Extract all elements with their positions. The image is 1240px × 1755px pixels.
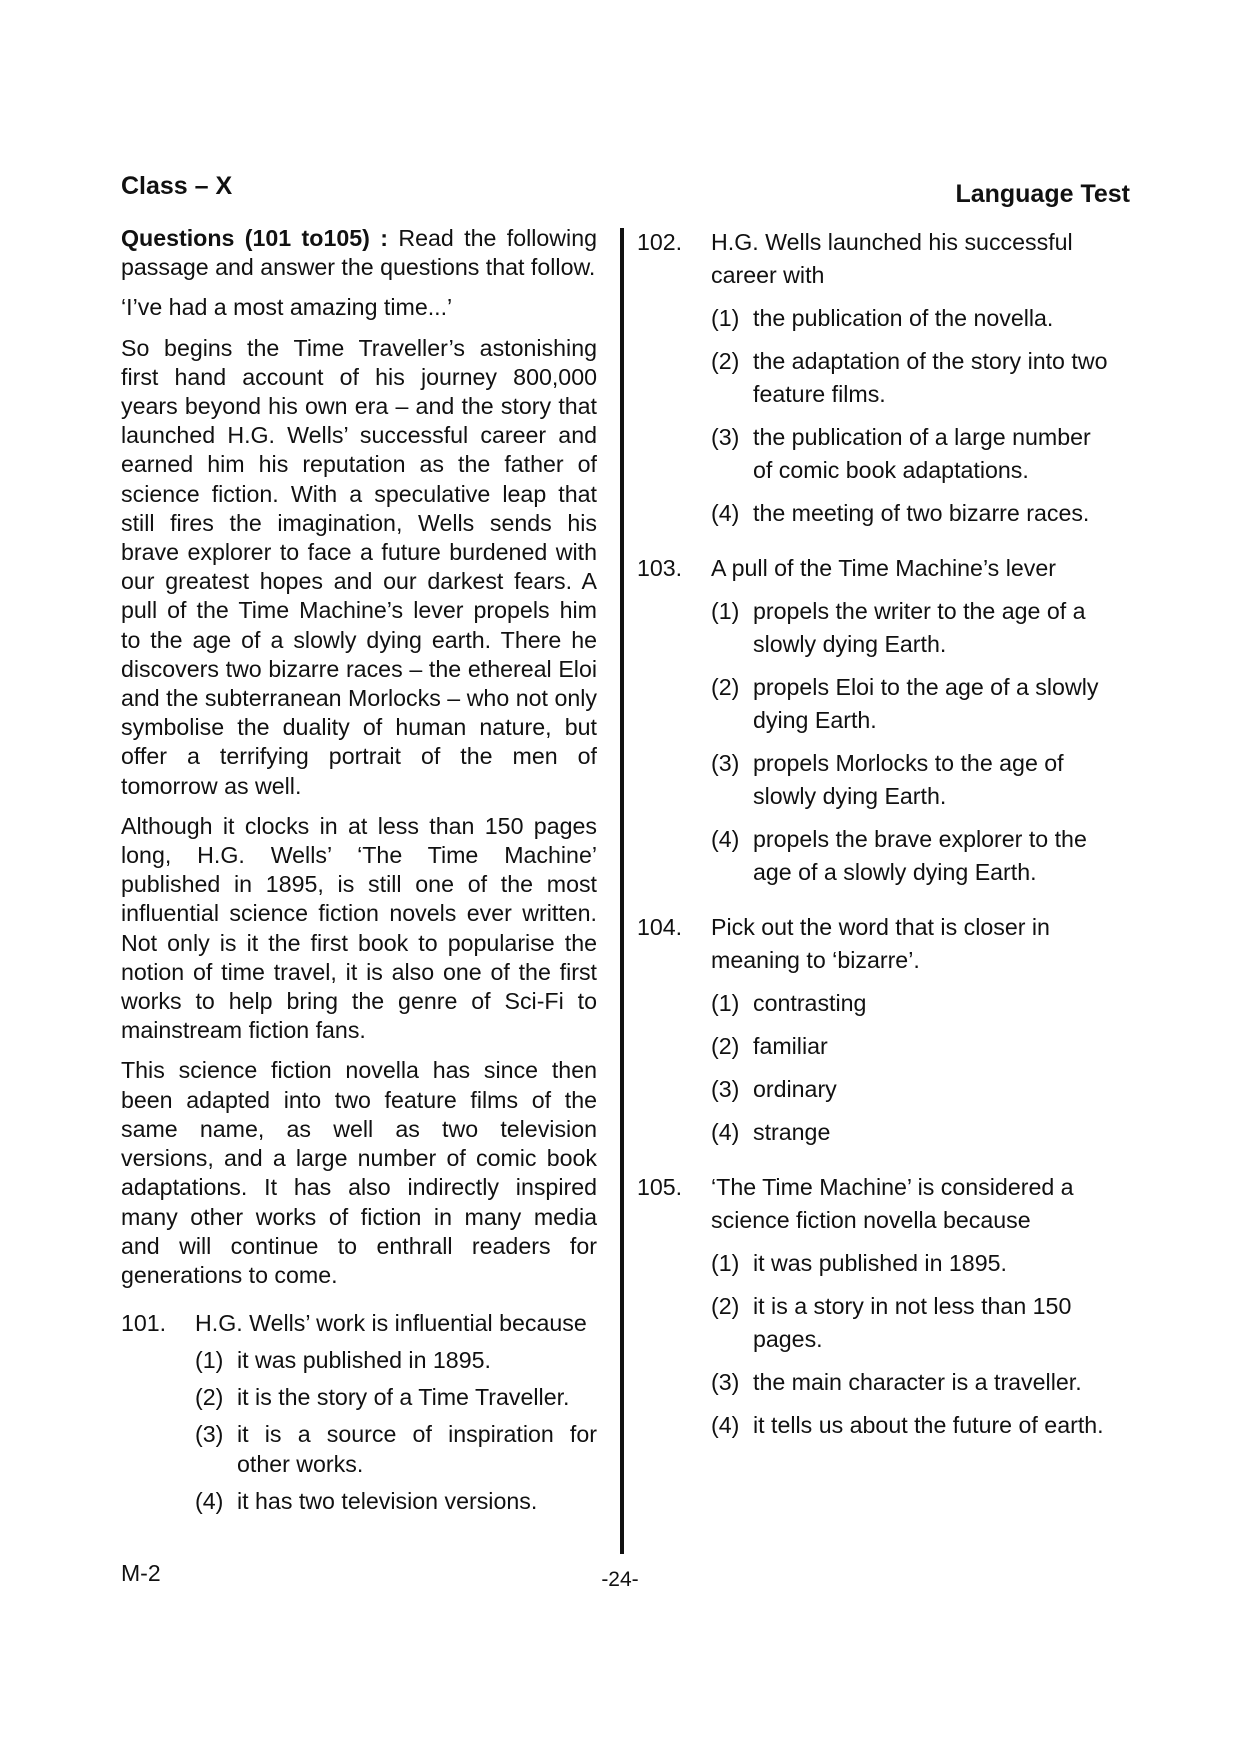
passage-para-3: This science fiction novella has since then been adapted into two feature films of the same name, as well as two television versions, and a large number of comic book adaptations. It has also indirectly inspired many other works of fiction in many media and will continue to enthrall readers for generations to come.: [121, 1057, 597, 1288]
option-text: it is the story of a Time Traveller.: [237, 1384, 570, 1411]
option-number: (1): [711, 990, 740, 1016]
class-label: Class – X: [121, 172, 233, 200]
question-number: 105.: [637, 1174, 683, 1200]
question-stem: ‘The Time Machine’ is considered a science fiction novella because: [711, 1174, 1074, 1233]
question-number: 101.: [121, 1310, 167, 1337]
question-104: [637, 911, 1112, 1149]
question-stem: A pull of the Time Machine’s lever: [711, 555, 1056, 581]
question-stem: H.G. Wells launched his successful career with: [711, 229, 1073, 288]
option: [637, 497, 1112, 530]
test-label: Language Test: [955, 180, 1130, 208]
option-number: (2): [711, 1033, 740, 1059]
option-number: (1): [711, 598, 740, 624]
column-divider: [620, 228, 624, 1554]
option-text: it has two television versions.: [237, 1488, 538, 1515]
option-text: familiar: [753, 1033, 828, 1059]
option-text: it is a story in not less than 150 pages.: [753, 1293, 1072, 1352]
option: [637, 987, 1112, 1020]
passage-quote: ‘I’ve had a most amazing time...’: [121, 294, 453, 321]
option: [121, 1486, 597, 1516]
option-text: propels the brave explorer to the age of a slowly dying Earth.: [753, 826, 1087, 885]
option-number: (1): [195, 1347, 224, 1374]
option-number: (1): [711, 305, 740, 331]
option: [637, 1247, 1112, 1280]
option-number: (4): [711, 500, 740, 526]
question-103: [637, 552, 1112, 889]
option-text: propels Eloi to the age of a slowly dying Earth.: [753, 674, 1099, 733]
option-text: propels the writer to the age of a slowly dying Earth.: [753, 598, 1086, 657]
option-number: (2): [195, 1384, 224, 1411]
option-number: (2): [711, 1293, 740, 1319]
option-text: strange: [753, 1119, 831, 1145]
intro-bold: Questions (101 to105) :: [121, 225, 388, 251]
option: [637, 421, 1112, 487]
option-number: (2): [711, 348, 740, 374]
option-text: ordinary: [753, 1076, 837, 1102]
option-number: (3): [711, 424, 740, 450]
passage-intro: [121, 224, 597, 282]
page-number: -24-: [601, 1568, 639, 1591]
option: [637, 1290, 1112, 1356]
question-number: 103.: [637, 555, 683, 581]
option-number: (4): [711, 1412, 740, 1438]
option-number: (4): [195, 1488, 224, 1515]
option: [637, 671, 1112, 737]
option-text: the main character is a traveller.: [753, 1369, 1082, 1395]
option-text: it tells us about the future of earth.: [753, 1412, 1104, 1438]
question-number: 104.: [637, 914, 683, 940]
option: [637, 1116, 1112, 1149]
passage-para-1: So begins the Time Traveller’s astonishing first hand account of his journey 800,000 years beyond his own era – and the story that launched H.G. Wells’ successful career and earned him his reputation as the father of science fiction. With a speculative leap that still fires the imagination, Wells sends his brave explorer to face a future burdened with our greatest hopes and our darkest fears. A pull of the Time Machine’s lever propels him to the age of a slowly dying earth. There he discovers two bizarre races – the ethereal Eloi and the subterranean Morlocks – who not only symbolise the duality of human nature, but offer a terrifying portrait of the men of tomorrow as well.: [121, 334, 597, 799]
question-number: 102.: [637, 229, 683, 255]
option: [637, 302, 1112, 335]
option-number: (3): [711, 750, 740, 776]
option-number: (3): [711, 1369, 740, 1395]
option: [121, 1419, 597, 1479]
option-text: the publication of the novella.: [753, 305, 1054, 331]
option: [637, 1030, 1112, 1063]
option-text: propels Morlocks to the age of slowly dying Earth.: [753, 750, 1064, 809]
page-number-wrapper: [0, 1568, 1240, 1592]
option-text: it was published in 1895.: [753, 1250, 1007, 1276]
option: [637, 1366, 1112, 1399]
paper-code: M-2: [121, 1560, 161, 1586]
option-number: (1): [711, 1250, 740, 1276]
option-number: (4): [711, 826, 740, 852]
option-text: the meeting of two bizarre races.: [753, 500, 1090, 526]
option: [637, 823, 1112, 889]
question-102: [637, 226, 1112, 530]
question-stem: H.G. Wells’ work is influential because: [195, 1310, 587, 1337]
question-stem: Pick out the word that is closer in meaning to ‘bizarre’.: [711, 914, 1050, 973]
option-number: (4): [711, 1119, 740, 1145]
option: [637, 595, 1112, 661]
left-column: [121, 224, 597, 1523]
option-number: (3): [711, 1076, 740, 1102]
option: [637, 345, 1112, 411]
option-text: the publication of a large number of comic book adaptations.: [753, 424, 1091, 483]
question-105: [637, 1171, 1112, 1442]
option-text: it is a source of inspiration for other works.: [237, 1421, 597, 1478]
intro-rest: Read the following passage and answer the questions that follow.: [121, 225, 597, 281]
option-text: contrasting: [753, 990, 867, 1016]
option-number: (3): [195, 1421, 224, 1448]
passage-para-2: Although it clocks in at less than 150 pages long, H.G. Wells’ ‘The Time Machine’ published in 1895, is still one of the most influential science fiction novels ever written. Not only is it the first book to popularise the notion of time travel, it is also one of the first works to help bring the genre of Sci-Fi to mainstream fiction fans.: [121, 812, 597, 1044]
option: [637, 1409, 1112, 1442]
option: [637, 1073, 1112, 1106]
option: [121, 1382, 597, 1412]
option-text: the adaptation of the story into two feature films.: [753, 348, 1108, 407]
option: [121, 1345, 597, 1375]
right-column: [637, 226, 1112, 1464]
option: [637, 747, 1112, 813]
option-text: it was published in 1895.: [237, 1347, 491, 1374]
question-101: [121, 1308, 597, 1516]
option-number: (2): [711, 674, 740, 700]
